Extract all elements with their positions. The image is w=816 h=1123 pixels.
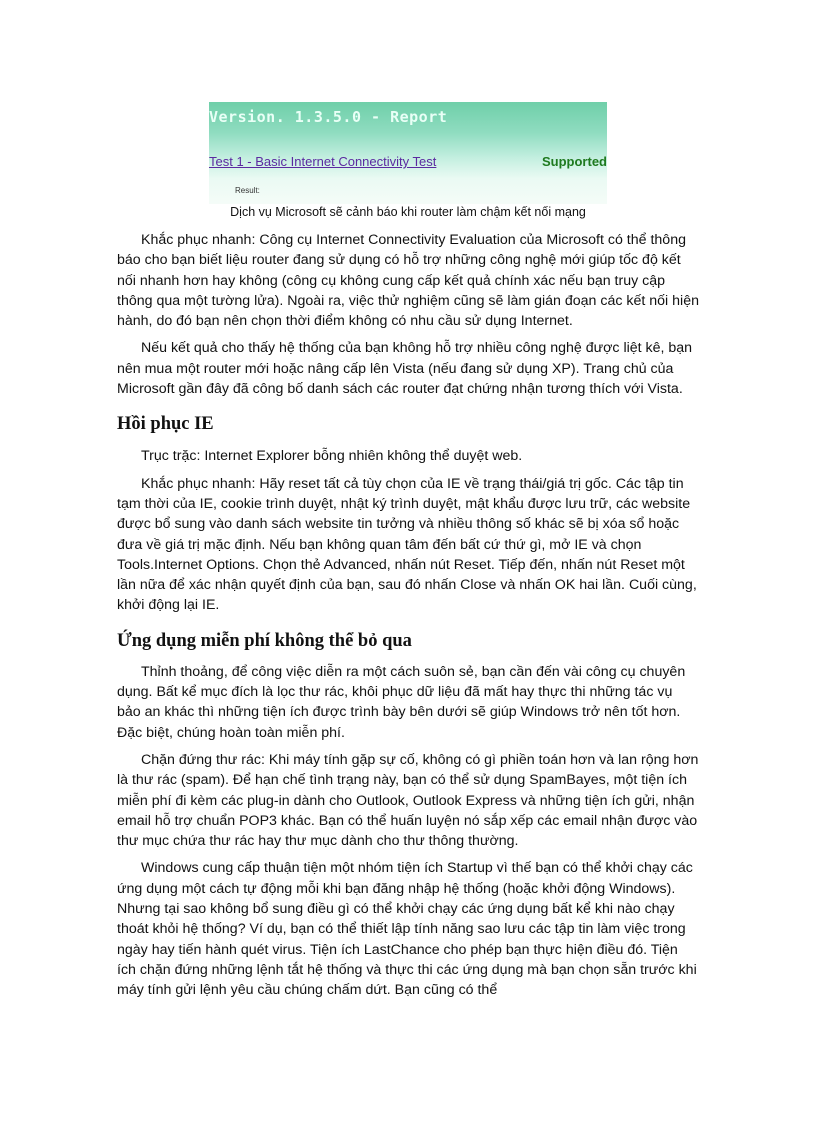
paragraph-7: Windows cung cấp thuận tiện một nhóm tiện ích Startup vì thế bạn có thể khởi chạy các ứng dụng một cách tự động mỗi khi bạn đăng nhập hệ thống (hoặc khởi động Windows). Nhưng tại sao không bổ sung điều gì có thể khởi chạy các ứng dụng bất kể khi nào chạy thoát khỏi hệ thống? Ví dụ, bạn có thể thiết lập tính năng sao lưu các tập tin làm việc trong ngày hay tiến hành quét virus. Tiện ích LastChance cho phép bạn thực hiện điều đó. Tiện ích chặn đứng những lệnh tắt hệ thống và thực thi các ứng dụng mà bạn chọn sẵn trước khi máy tính gửi lệnh yêu cầu chúng chấm dứt. Bạn cũng có thể bbox=[117, 860, 697, 999]
article-body bbox=[117, 230, 699, 1001]
paragraph-5: Thỉnh thoảng, để công việc diễn ra một cách suôn sẻ, bạn cần đến vài công cụ chuyên dụng. Bất kể mục đích là lọc thư rác, khôi phục dữ liệu đã mất hay thực thi những tác vụ bảo an khác thì những tiện ích được trình bày bên dưới sẽ giúp Windows trở nên tốt hơn. Đặc biệt, chúng hoàn toàn miễn phí. bbox=[117, 663, 686, 741]
figure-caption: Dịch vụ Microsoft sẽ cảnh báo khi router làm chậm kết nối mạng bbox=[230, 205, 586, 219]
result-label: Result: bbox=[235, 186, 260, 195]
report-screenshot-image bbox=[209, 102, 607, 204]
heading-free-apps: Ứng dụng miễn phí không thể bỏ qua bbox=[117, 630, 412, 651]
test-link: Test 1 - Basic Internet Connectivity Test bbox=[209, 154, 437, 169]
status-supported: Supported bbox=[542, 154, 607, 169]
report-version-title: Version. 1.3.5.0 - Report bbox=[209, 108, 448, 126]
heading-ie-recovery: Hồi phục IE bbox=[117, 414, 214, 435]
paragraph-2: Nếu kết quả cho thấy hệ thống của bạn không hỗ trợ nhiều công nghệ được liệt kê, bạn nên mua một router mới hoặc nâng cấp lên Vista (nếu đang sử dụng XP). Trang chủ của Microsoft gần đây đã công bố danh sách các router đạt chứng nhận tương thích với Vista. bbox=[117, 340, 693, 398]
paragraph-1: Khắc phục nhanh: Công cụ Internet Connectivity Evaluation của Microsoft có thể thông báo cho bạn biết liệu router đang sử dụng có hỗ trợ những công nghệ mới giúp tốc độ kết nối nhanh hơn hay không (công cụ không cung cấp kết quả chính xác nếu bạn truy cập thông qua một tường lửa). Ngoài ra, việc thử nghiệm cũng sẽ làm gián đoạn các kết nối hiện hành, do đó bạn nên chọn thời điểm không có nhu cầu sử dụng Internet. bbox=[117, 232, 699, 330]
paragraph-3: Trục trặc: Internet Explorer bỗng nhiên không thể duyệt web. bbox=[141, 448, 523, 465]
paragraph-6: Chặn đứng thư rác: Khi máy tính gặp sự cố, không có gì phiền toán hơn và lan rộng hơn là thư rác (spam). Để hạn chế tình trạng này, bạn có thể sử dụng SpamBayes, một tiện ích miễn phí đi kèm các plug-in dành cho Outlook, Outlook Express và những tiện ích gửi, nhận email hỗ trợ chuẩn POP3 khác. Bạn có thể huấn luyện nó sắp xếp các email nhận được vào thư mục chứa thư rác hay thư mục dành cho thư thông thường. bbox=[117, 751, 699, 850]
paragraph-4: Khắc phục nhanh: Hãy reset tất cả tùy chọn của IE về trạng thái/giá trị gốc. Các tập tin tạm thời của IE, cookie trình duyệt, nhật ký trình duyệt, mật khẩu được lưu trữ, các website được bổ sung vào danh sách website tin tưởng và nhiều thông số khác sẽ bị xóa sổ hoặc đưa về giá trị mặc định. Nếu bạn không quan tâm đến bất cứ thứ gì, mở IE và chọn Tools.Internet Options. Chọn thẻ Advanced, nhấn nút Reset. Tiếp đến, nhấn nút Reset một lần nữa để xác nhận quyết định của bạn, sau đó nhấn Close và nhấn OK hai lần. Cuối cùng, khởi động lại IE. bbox=[117, 475, 697, 614]
